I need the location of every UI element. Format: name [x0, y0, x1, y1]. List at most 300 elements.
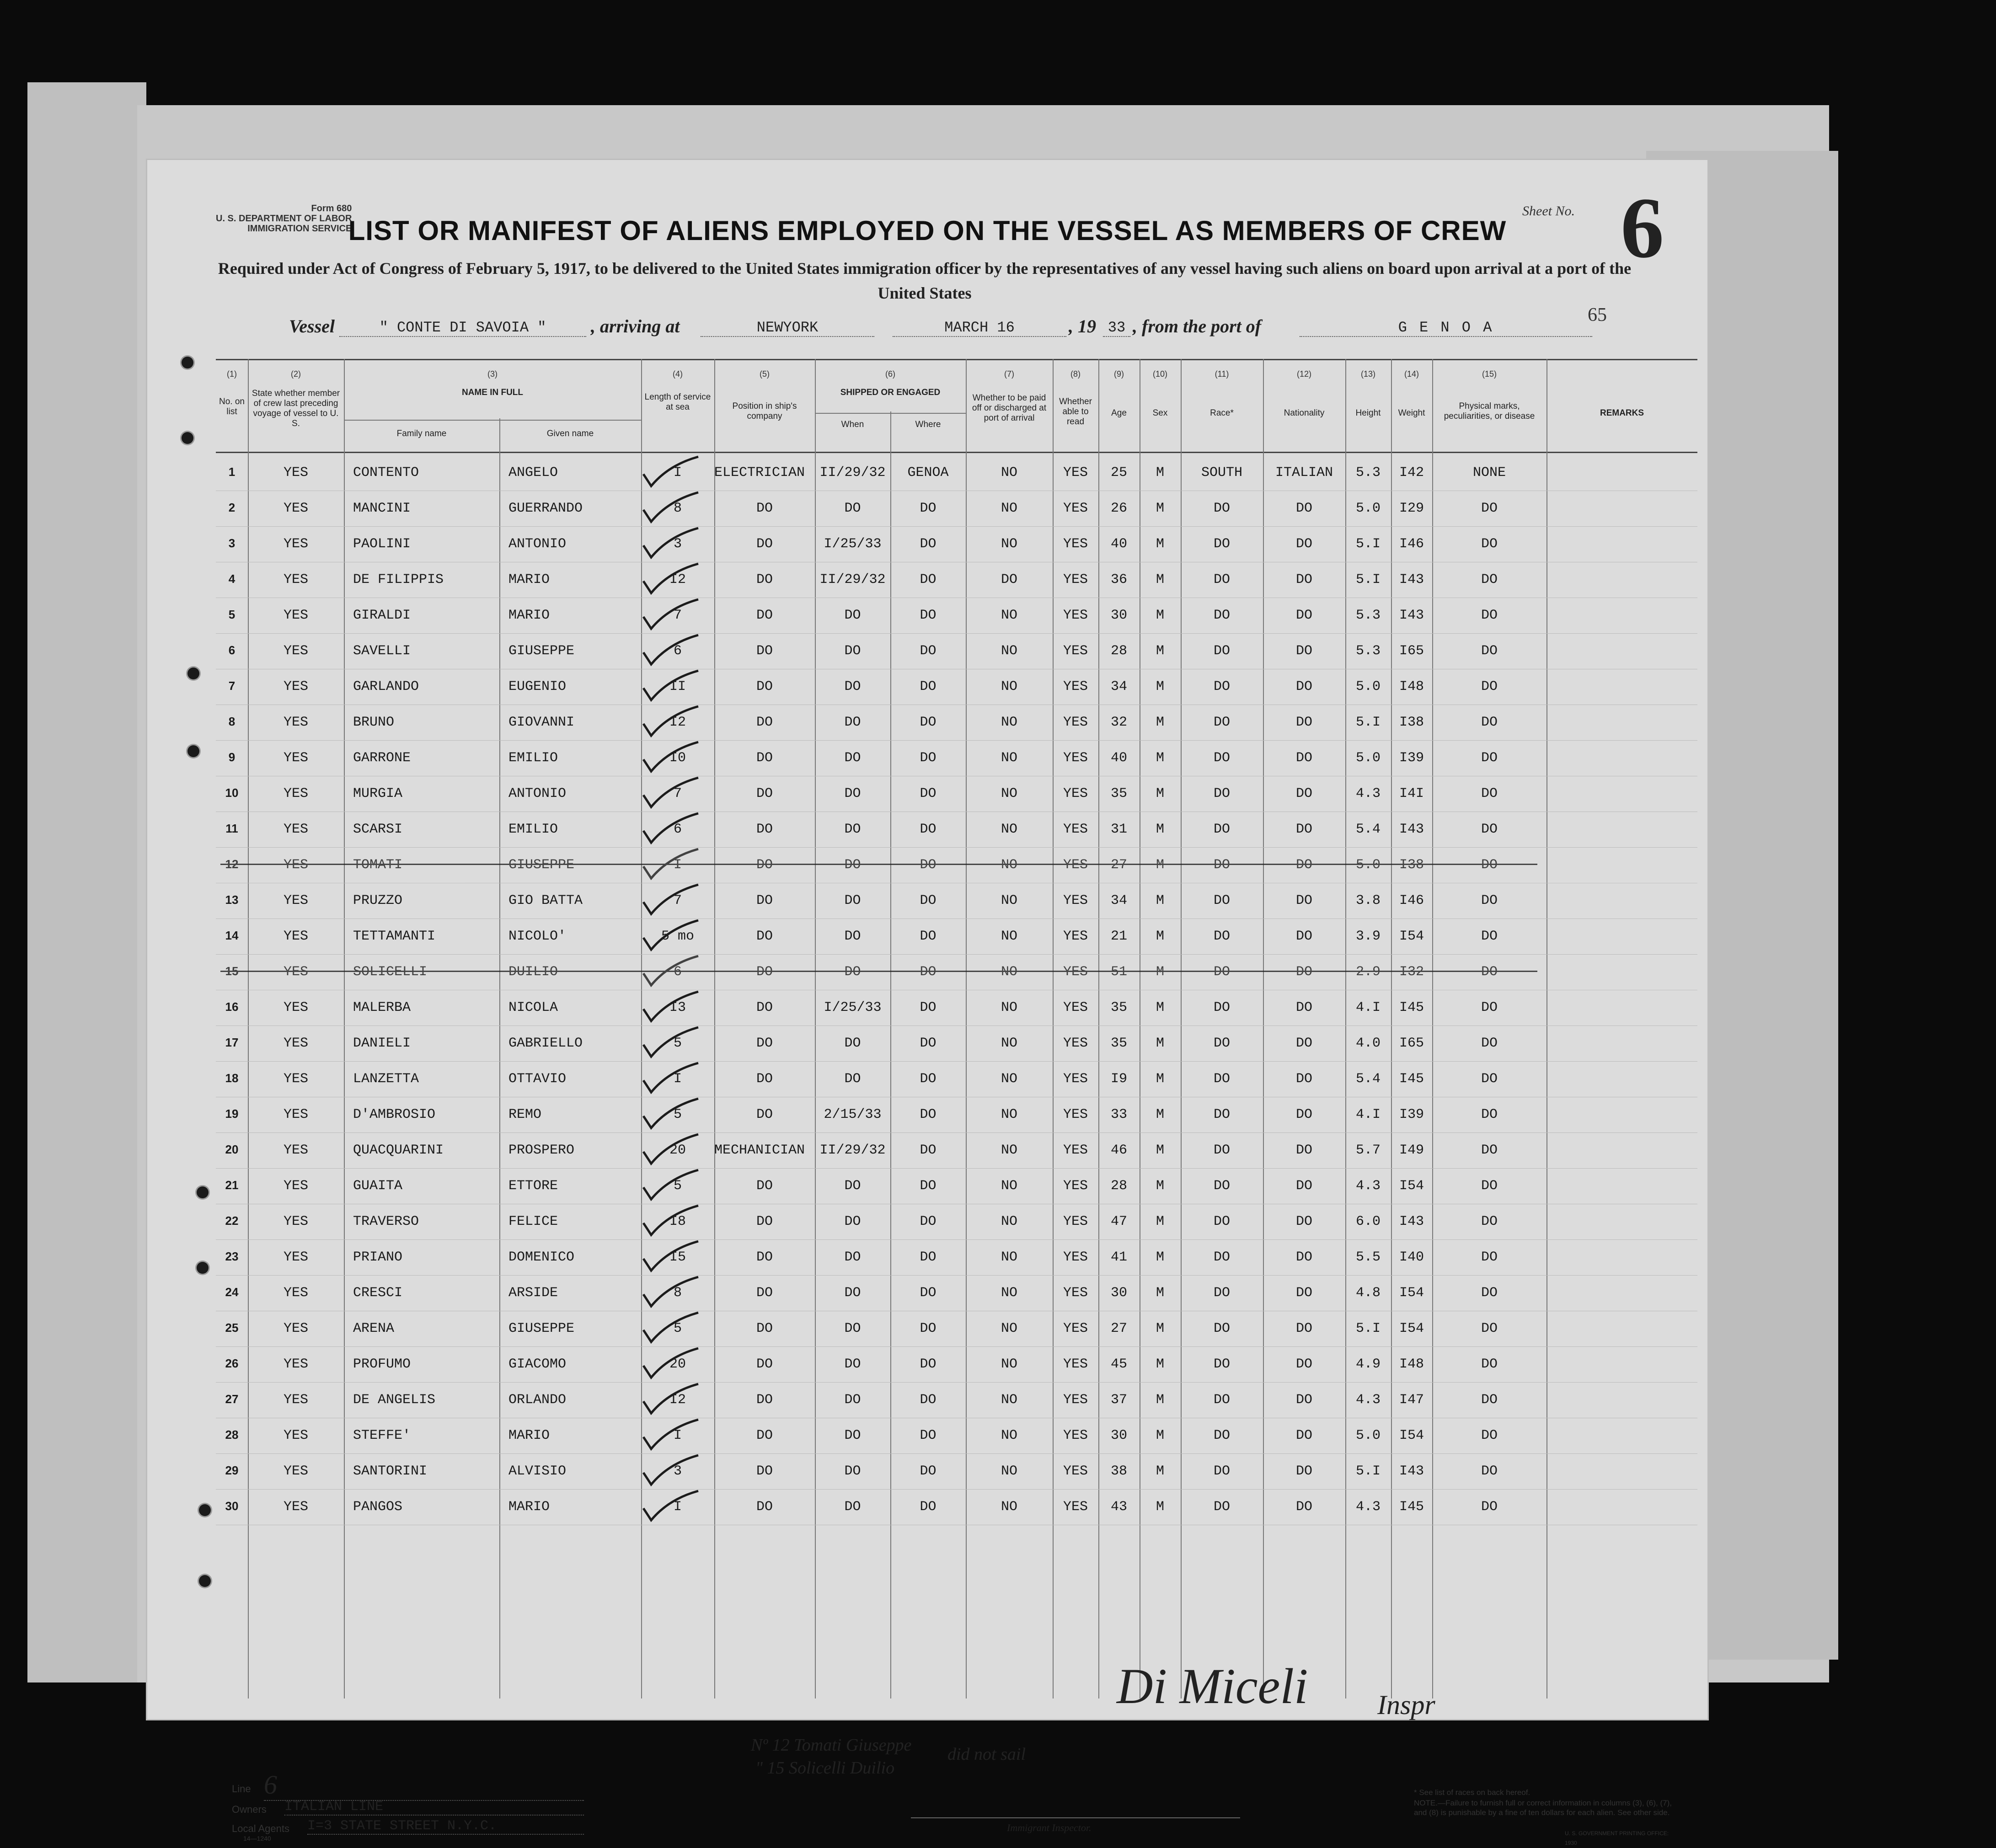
cell-given-name: ANTONIO [508, 536, 567, 552]
check-mark-icon [641, 1240, 701, 1272]
cell-weight: I54 [1399, 1321, 1424, 1336]
check-mark-icon [641, 1312, 701, 1344]
arriving-label: , arriving at [591, 316, 680, 336]
cell-shipped-when: DO [844, 1428, 861, 1443]
cell-shipped-when: DO [844, 715, 861, 730]
cell-age: 26 [1110, 501, 1127, 516]
cell-weight: I43 [1399, 1214, 1424, 1229]
cell-age: I9 [1110, 1071, 1127, 1087]
cell-physical-marks: NONE [1472, 465, 1506, 481]
cell-nationality: ITALIAN [1275, 465, 1333, 481]
cell-position: DO [756, 1463, 773, 1479]
cell-position: DO [756, 1428, 773, 1443]
cell-given-name: FELICE [508, 1214, 558, 1229]
cell-position: DO [756, 715, 773, 730]
cell-previous-voyage: YES [283, 1071, 308, 1087]
cell-race: DO [1213, 572, 1230, 588]
cell-position: DO [756, 1036, 773, 1051]
arrival-year: 33 [1103, 319, 1130, 337]
cell-weight: I45 [1399, 1071, 1424, 1087]
table-row [216, 1489, 1697, 1525]
col-num-5: (5) [760, 369, 770, 379]
cell-shipped-where: DO [920, 1463, 936, 1479]
check-mark-icon [641, 1454, 701, 1486]
cell-row-number: 20 [225, 1143, 239, 1156]
cell-shipped-when: II/29/32 [819, 1143, 886, 1158]
cell-sex: M [1156, 679, 1164, 694]
col-num-7: (7) [1004, 369, 1014, 379]
cell-physical-marks: DO [1481, 1071, 1498, 1087]
cell-age: 35 [1110, 1000, 1127, 1015]
cell-age: 30 [1110, 608, 1127, 623]
cell-able-to-read: YES [1063, 1178, 1088, 1194]
cell-race: DO [1213, 608, 1230, 623]
cell-race: DO [1213, 750, 1230, 766]
cell-previous-voyage: YES [283, 1000, 308, 1015]
cell-position: DO [756, 536, 773, 552]
cell-height: 4.8 [1355, 1285, 1381, 1301]
cell-physical-marks: DO [1481, 929, 1498, 944]
cell-age: 34 [1110, 679, 1127, 694]
cell-position: DO [756, 1392, 773, 1408]
cell-height: 5.I [1355, 1321, 1381, 1336]
cell-race: DO [1213, 1357, 1230, 1372]
cell-given-name: NICOLA [508, 1000, 558, 1015]
cell-given-name: GIACOMO [508, 1357, 567, 1372]
table-row [216, 598, 1697, 634]
cell-sex: M [1156, 929, 1164, 944]
cell-family-name: PRIANO [353, 1250, 403, 1265]
check-mark-icon [641, 1098, 701, 1130]
cell-paid-off: NO [1001, 1392, 1017, 1408]
cell-nationality: DO [1295, 1071, 1312, 1087]
cell-sex: M [1156, 1071, 1164, 1087]
cell-height: 5.4 [1355, 1071, 1381, 1087]
cell-weight: I42 [1399, 465, 1424, 481]
cell-shipped-when: DO [844, 643, 861, 659]
cell-position: DO [756, 608, 773, 623]
col-num-10: (10) [1152, 369, 1167, 379]
cell-race: DO [1213, 822, 1230, 837]
check-mark-icon [641, 1276, 701, 1308]
cell-family-name: TRAVERSO [353, 1214, 419, 1229]
cell-sex: M [1156, 1250, 1164, 1265]
cell-weight: I48 [1399, 1357, 1424, 1372]
table-row [216, 919, 1697, 955]
cell-family-name: BRUNO [353, 715, 395, 730]
cell-physical-marks: DO [1481, 822, 1498, 837]
header-name-in-full: NAME IN FULL [461, 388, 524, 397]
cell-position: DO [756, 1250, 773, 1265]
check-mark-icon [641, 991, 701, 1023]
cell-length-of-service: I [673, 857, 682, 873]
cell-nationality: DO [1295, 822, 1312, 837]
cell-shipped-where: DO [920, 501, 936, 516]
cell-physical-marks: DO [1481, 501, 1498, 516]
line-label: Line [232, 1783, 251, 1795]
cell-race: DO [1213, 964, 1230, 980]
cell-race: DO [1213, 857, 1230, 873]
cell-shipped-when: DO [844, 964, 861, 980]
cell-height: 4.3 [1355, 1499, 1381, 1515]
cell-weight: I32 [1399, 964, 1424, 980]
punch-hole [197, 1186, 209, 1198]
arriving-port: NEWYORK [701, 319, 874, 337]
cell-length-of-service: 3 [673, 536, 682, 552]
cell-position: DO [756, 501, 773, 516]
cell-shipped-where: DO [920, 1071, 936, 1087]
cell-race: DO [1213, 643, 1230, 659]
cell-nationality: DO [1295, 1357, 1312, 1372]
cell-shipped-when: II/29/32 [819, 465, 886, 481]
cell-physical-marks: DO [1481, 786, 1498, 801]
cell-able-to-read: YES [1063, 822, 1088, 837]
cell-weight: I54 [1399, 1178, 1424, 1194]
punch-hole [187, 745, 199, 757]
cell-sex: M [1156, 1357, 1164, 1372]
cell-physical-marks: DO [1481, 1036, 1498, 1051]
cell-given-name: NICOLO' [508, 929, 567, 944]
col-num-14: (14) [1404, 369, 1419, 379]
table-row [216, 1061, 1697, 1097]
cell-family-name: TOMATI [353, 857, 403, 873]
cell-race: DO [1213, 1036, 1230, 1051]
table-row [216, 705, 1697, 741]
cell-age: 35 [1110, 1036, 1127, 1051]
inspector-signature-rule [911, 1817, 1240, 1818]
cell-physical-marks: DO [1481, 1357, 1498, 1372]
cell-row-number: 2 [228, 501, 235, 514]
table-row [216, 562, 1697, 598]
punch-hole [199, 1575, 211, 1587]
cell-sex: M [1156, 1107, 1164, 1122]
cell-previous-voyage: YES [283, 750, 308, 766]
cell-height: 5.7 [1355, 1143, 1381, 1158]
cell-shipped-where: DO [920, 1250, 936, 1265]
cell-height: 5.0 [1355, 679, 1381, 694]
table-row [216, 776, 1697, 812]
check-mark-icon [641, 563, 701, 595]
cell-nationality: DO [1295, 1321, 1312, 1336]
cell-age: 51 [1110, 964, 1127, 980]
check-mark-icon [641, 1419, 701, 1451]
cell-length-of-service: I [673, 465, 682, 481]
cell-paid-off: NO [1001, 1357, 1017, 1372]
cell-shipped-where: DO [920, 643, 936, 659]
underlying-sheet-left [27, 82, 146, 1682]
cell-family-name: QUACQUARINI [353, 1143, 444, 1158]
cell-able-to-read: YES [1063, 501, 1088, 516]
cell-age: 31 [1110, 822, 1127, 837]
cell-length-of-service: I [673, 1499, 682, 1515]
cell-position: DO [756, 643, 773, 659]
cell-paid-off: NO [1001, 786, 1017, 801]
cell-family-name: PANGOS [353, 1499, 403, 1515]
cell-able-to-read: YES [1063, 1214, 1088, 1229]
cell-race: DO [1213, 536, 1230, 552]
cell-sex: M [1156, 1214, 1164, 1229]
table-row [216, 1168, 1697, 1204]
table-row [216, 526, 1697, 562]
cell-paid-off: NO [1001, 608, 1017, 623]
cell-age: 40 [1110, 750, 1127, 766]
cell-shipped-when: DO [844, 786, 861, 801]
cell-given-name: GIUSEPPE [508, 1321, 575, 1336]
cell-row-number: 17 [225, 1036, 239, 1049]
cell-age: 30 [1110, 1428, 1127, 1443]
cell-age: 28 [1110, 1178, 1127, 1194]
cell-given-name: MARIO [508, 572, 550, 588]
cell-age: 47 [1110, 1214, 1127, 1229]
cell-previous-voyage: YES [283, 608, 308, 623]
cell-given-name: GUERRANDO [508, 501, 583, 516]
handwritten-note-2: " 15 Solicelli Duilio [755, 1758, 895, 1778]
header-no-on-list: No. on list [219, 397, 245, 417]
cell-row-number: 27 [225, 1392, 239, 1406]
cell-family-name: SCARSI [353, 822, 403, 837]
cell-nationality: DO [1295, 679, 1312, 694]
cell-able-to-read: YES [1063, 1071, 1088, 1087]
cell-paid-off: NO [1001, 643, 1017, 659]
cell-shipped-where: DO [920, 536, 936, 552]
cell-family-name: LANZETTA [353, 1071, 419, 1087]
col-num-12: (12) [1296, 369, 1311, 379]
cell-paid-off: NO [1001, 929, 1017, 944]
cell-paid-off: NO [1001, 1178, 1017, 1194]
cell-previous-voyage: YES [283, 465, 308, 481]
cell-paid-off: NO [1001, 1499, 1017, 1515]
cell-weight: I43 [1399, 822, 1424, 837]
cell-age: 30 [1110, 1285, 1127, 1301]
page-subtitle: Required under Act of Congress of February 5, 1917, to be delivered to the United States immigration officer by the representatives of any vessel having such aliens on board upon arrival at a port of the United States [218, 259, 1632, 302]
cell-able-to-read: YES [1063, 1000, 1088, 1015]
cell-weight: I47 [1399, 1392, 1424, 1408]
cell-able-to-read: YES [1063, 1250, 1088, 1265]
cell-height: 5.3 [1355, 465, 1381, 481]
strike-through-line [220, 864, 1537, 865]
cell-previous-voyage: YES [283, 1463, 308, 1479]
cell-sex: M [1156, 572, 1164, 588]
cell-weight: I45 [1399, 1000, 1424, 1015]
cell-length-of-service: 7 [673, 608, 682, 623]
check-mark-icon [641, 1169, 701, 1201]
cell-position: DO [756, 1214, 773, 1229]
cell-shipped-where: DO [920, 1321, 936, 1336]
cell-age: 37 [1110, 1392, 1127, 1408]
check-mark-icon [641, 527, 701, 559]
cell-physical-marks: DO [1481, 608, 1498, 623]
check-mark-icon [641, 1347, 701, 1379]
check-mark-icon [641, 491, 701, 523]
cell-row-number: 25 [225, 1321, 239, 1335]
handwritten-note-3: did not sail [947, 1745, 1026, 1764]
cell-race: DO [1213, 1250, 1230, 1265]
cell-age: 35 [1110, 786, 1127, 801]
cell-nationality: DO [1295, 1178, 1312, 1194]
cell-given-name: MARIO [508, 608, 550, 623]
cell-nationality: DO [1295, 536, 1312, 552]
cell-shipped-when: I/25/33 [824, 1000, 882, 1015]
table-row [216, 1132, 1697, 1169]
cell-nationality: DO [1295, 1499, 1312, 1515]
cell-nationality: DO [1295, 501, 1312, 516]
cell-sex: M [1156, 1392, 1164, 1408]
table-row [216, 491, 1697, 527]
cell-able-to-read: YES [1063, 536, 1088, 552]
cell-able-to-read: YES [1063, 1357, 1088, 1372]
cell-sex: M [1156, 536, 1164, 552]
cell-height: 4.I [1355, 1000, 1381, 1015]
cell-weight: I4I [1399, 786, 1424, 801]
cell-nationality: DO [1295, 1214, 1312, 1229]
check-mark-icon [641, 1205, 701, 1237]
table-row [216, 990, 1697, 1026]
cell-height: 5.4 [1355, 822, 1381, 837]
cell-row-number: 28 [225, 1428, 239, 1442]
cell-shipped-when: II/29/32 [819, 572, 886, 588]
cell-previous-voyage: YES [283, 501, 308, 516]
check-mark-icon [641, 777, 701, 809]
cell-length-of-service: I0 [669, 750, 686, 766]
cell-row-number: 16 [225, 1000, 239, 1014]
cell-height: 5.3 [1355, 608, 1381, 623]
cell-weight: I54 [1399, 1428, 1424, 1443]
cell-position: DO [756, 1107, 773, 1122]
cell-able-to-read: YES [1063, 1107, 1088, 1122]
header-shipped: SHIPPED OR ENGAGED [840, 388, 941, 397]
cell-position: DO [756, 1357, 773, 1372]
cell-shipped-when: DO [844, 501, 861, 516]
cell-nationality: DO [1295, 1107, 1312, 1122]
cell-family-name: SOLICELLI [353, 964, 428, 980]
sheet-number: 6 [1621, 180, 1664, 276]
cell-nationality: DO [1295, 1428, 1312, 1443]
cell-physical-marks: DO [1481, 1392, 1498, 1408]
cell-weight: I29 [1399, 501, 1424, 516]
cell-shipped-where: DO [920, 964, 936, 980]
cell-able-to-read: YES [1063, 929, 1088, 944]
col-num-3: (3) [487, 369, 498, 379]
cell-position: DO [756, 1285, 773, 1301]
cell-height: 5.0 [1355, 857, 1381, 873]
cell-previous-voyage: YES [283, 786, 308, 801]
cell-shipped-when: DO [844, 750, 861, 766]
cell-physical-marks: DO [1481, 1000, 1498, 1015]
cell-previous-voyage: YES [283, 929, 308, 944]
cell-length-of-service: 20 [669, 1357, 686, 1372]
cell-race: DO [1213, 1321, 1230, 1336]
cell-physical-marks: DO [1481, 1143, 1498, 1158]
cell-height: 4.3 [1355, 1392, 1381, 1408]
check-mark-icon [641, 598, 701, 630]
cell-age: 40 [1110, 536, 1127, 552]
cell-height: 5.I [1355, 715, 1381, 730]
cell-previous-voyage: YES [283, 715, 308, 730]
cell-given-name: DOMENICO [508, 1250, 575, 1265]
cell-position: DO [756, 964, 773, 980]
cell-shipped-when: DO [844, 1321, 861, 1336]
cell-length-of-service: 8 [673, 501, 682, 516]
cell-race: DO [1213, 679, 1230, 694]
cell-height: 4.3 [1355, 1178, 1381, 1194]
cell-able-to-read: YES [1063, 572, 1088, 588]
cell-shipped-where: DO [920, 608, 936, 623]
table-row [216, 1275, 1697, 1311]
cell-sex: M [1156, 822, 1164, 837]
cell-race: DO [1213, 786, 1230, 801]
header-where: Where [915, 420, 941, 429]
cell-age: 25 [1110, 465, 1127, 481]
cell-nationality: DO [1295, 1036, 1312, 1051]
cell-nationality: DO [1295, 715, 1312, 730]
cell-paid-off: NO [1001, 857, 1017, 873]
cell-row-number: 24 [225, 1285, 239, 1299]
cell-paid-off: NO [1001, 715, 1017, 730]
header-paid-off: Whether to be paid off or discharged at port of arrival [972, 393, 1047, 423]
cell-shipped-when: DO [844, 1036, 861, 1051]
cell-nationality: DO [1295, 929, 1312, 944]
cell-given-name: ALVISIO [508, 1463, 567, 1479]
cell-age: 38 [1110, 1463, 1127, 1479]
cell-position: DO [756, 1321, 773, 1336]
cell-race: DO [1213, 501, 1230, 516]
cell-paid-off: NO [1001, 893, 1017, 908]
cell-sex: M [1156, 857, 1164, 873]
cell-family-name: DANIELI [353, 1036, 411, 1051]
cell-paid-off: NO [1001, 1000, 1017, 1015]
cell-physical-marks: DO [1481, 750, 1498, 766]
cell-paid-off: NO [1001, 1321, 1017, 1336]
check-mark-icon [641, 705, 701, 737]
cell-height: 5.I [1355, 572, 1381, 588]
service-name: IMMIGRATION SERVICE [247, 224, 352, 234]
cell-shipped-when: DO [844, 857, 861, 873]
cell-length-of-service: 6 [673, 964, 682, 980]
cell-physical-marks: DO [1481, 1214, 1498, 1229]
cell-paid-off: NO [1001, 465, 1017, 481]
check-mark-icon [641, 812, 701, 844]
cell-physical-marks: DO [1481, 1178, 1498, 1194]
sheet-label: Sheet No. [1522, 203, 1575, 219]
cell-age: 41 [1110, 1250, 1127, 1265]
cell-row-number: 22 [225, 1214, 239, 1228]
cell-length-of-service: 8 [673, 1285, 682, 1301]
cell-physical-marks: DO [1481, 857, 1498, 873]
check-mark-icon [641, 670, 701, 702]
cell-physical-marks: DO [1481, 964, 1498, 980]
cell-shipped-when: DO [844, 679, 861, 694]
cell-position: DO [756, 822, 773, 837]
cell-previous-voyage: YES [283, 1321, 308, 1336]
check-mark-icon [641, 919, 701, 951]
cell-race: DO [1213, 893, 1230, 908]
check-mark-icon [641, 1026, 701, 1058]
cell-shipped-where: DO [920, 679, 936, 694]
table-row [216, 954, 1697, 990]
cell-position: DO [756, 857, 773, 873]
cell-paid-off: NO [1001, 1036, 1017, 1051]
cell-shipped-where: DO [920, 1143, 936, 1158]
vessel-name: " CONTE DI SAVOIA " [339, 319, 586, 337]
cell-given-name: GIO BATTA [508, 893, 583, 908]
cell-race: DO [1213, 929, 1230, 944]
cell-length-of-service: 5 [673, 1036, 682, 1051]
col-num-6: (6) [885, 369, 895, 379]
cell-row-number: 23 [225, 1250, 239, 1263]
col-num-13: (13) [1360, 369, 1375, 379]
cell-shipped-when: 2/15/33 [824, 1107, 882, 1122]
table-row [216, 1239, 1697, 1276]
